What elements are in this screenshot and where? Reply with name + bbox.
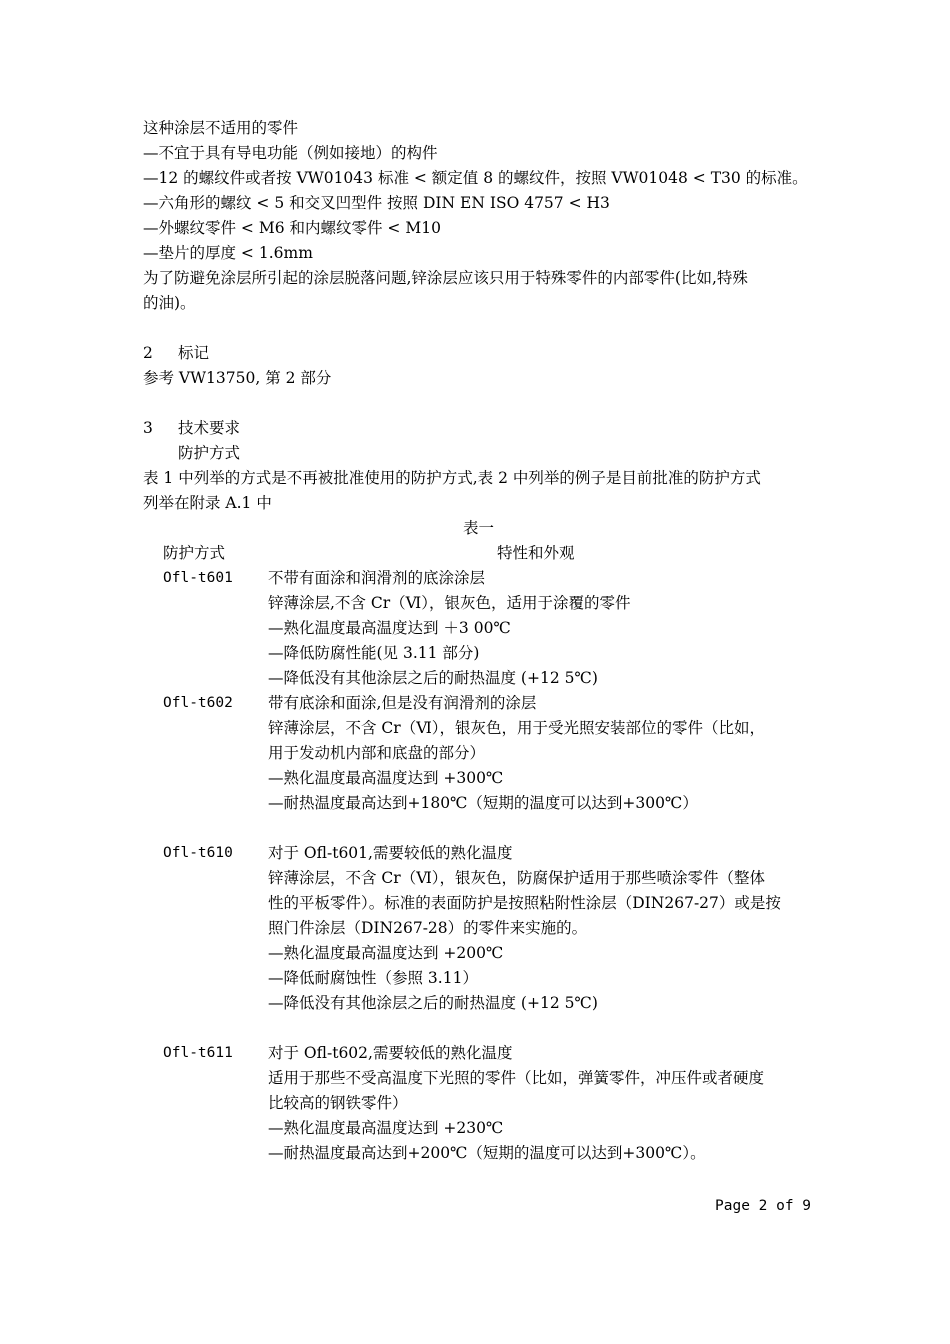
table-row-line: —耐热温度最高达到+180℃（短期的温度可以达到+300℃） (268, 794, 698, 812)
table-row-line: 比较高的钢铁零件） (268, 1094, 408, 1112)
table-header-properties: 特性和外观 (497, 544, 575, 562)
section-3-line: 表 1 中列举的方式是不再被批准使用的防护方式,表 2 中列举的例子是目前批准的防护方式 (143, 469, 761, 487)
table-row-line: 不带有面涂和润滑剂的底涂涂层 (268, 569, 486, 587)
section-2-number: 2 (143, 344, 153, 362)
intro-line: 的油)。 (143, 294, 196, 312)
section-3-line: 列举在附录 A.1 中 (143, 494, 272, 512)
table-row-line: 带有底涂和面涂,但是没有润滑剂的涂层 (268, 694, 537, 712)
table-row-line: 锌薄涂层,不含 Cr（Ⅵ），银灰色，适用于涂覆的零件 (268, 594, 631, 612)
section-3-number: 3 (143, 419, 153, 437)
table-row-line: —降低耐腐蚀性（参照 3.11） (268, 969, 478, 987)
table-row-code: Ofl-t601 (163, 570, 233, 586)
table-row-line: 性的平板零件）。标准的表面防护是按照粘附性涂层（DIN267-27）或是按 (268, 894, 781, 912)
page-number: Page 2 of 9 (715, 1198, 812, 1214)
intro-line: 为了防避免涂层所引起的涂层脱落问题,锌涂层应该只用于特殊零件的内部零件(比如,特殊 (143, 269, 748, 287)
table-row-line: —耐热温度最高达到+200℃（短期的温度可以达到+300℃）。 (268, 1144, 706, 1162)
table-row-line: 锌薄涂层，不含 Cr（Ⅵ），银灰色，防腐保护适用于那些喷涂零件（整体 (268, 869, 766, 887)
table-row-line: —降低防腐性能(见 3.11 部分) (268, 644, 480, 662)
table-row-line: 用于发动机内部和底盘的部分） (268, 744, 486, 762)
table-header-method: 防护方式 (163, 544, 226, 562)
intro-line: —外螺纹零件 < M6 和内螺纹零件 < M10 (143, 219, 441, 237)
table-row-code: Ofl-t610 (163, 845, 233, 861)
table-row-line: 照门件涂层（DIN267-28）的零件来实施的。 (268, 919, 588, 937)
section-3-subtitle: 防护方式 (178, 444, 241, 462)
table-row-line: 适用于那些不受高温度下光照的零件（比如，弹簧零件，冲压件或者硬度 (268, 1069, 765, 1087)
table-row-line: 对于 Ofl-t602,需要较低的熟化温度 (268, 1044, 513, 1062)
table-row-code: Ofl-t611 (163, 1045, 233, 1061)
section-3-title: 技术要求 (178, 419, 241, 437)
intro-line: —垫片的厚度 < 1.6mm (143, 244, 313, 262)
section-2-title: 标记 (178, 344, 210, 362)
intro-line: —六角形的螺纹 < 5 和交叉凹型件 按照 DIN EN ISO 4757 < H3 (143, 194, 610, 212)
table-row-line: —降低没有其他涂层之后的耐热温度 (+12 5℃) (268, 994, 598, 1012)
table-row-line: —熟化温度最高温度达到 +230℃ (268, 1119, 504, 1137)
intro-line: 这种涂层不适用的零件 (143, 119, 299, 137)
intro-line: —不宜于具有导电功能（例如接地）的构件 (143, 144, 438, 162)
table-row-line: —熟化温度最高温度达到 +200℃ (268, 944, 504, 962)
table-row-line: 锌薄涂层，不含 Cr（Ⅵ），银灰色，用于受光照安装部位的零件（比如， (268, 719, 766, 737)
section-2-text: 参考 VW13750, 第 2 部分 (143, 369, 332, 387)
table-row-line: —熟化温度最高温度达到 +300℃ (268, 769, 504, 787)
table-row-line: —降低没有其他涂层之后的耐热温度 (+12 5℃) (268, 669, 598, 687)
table-row-line: 对于 Ofl-t601,需要较低的熟化温度 (268, 844, 513, 862)
intro-line: —12 的螺纹件或者按 VW01043 标准 < 额定值 8 的螺纹件，按照 VW01048 < T30 的标准。 (143, 169, 808, 187)
table-row-line: —熟化温度最高温度达到 ＋3 00℃ (268, 619, 511, 637)
table-row-code: Ofl-t602 (163, 695, 233, 711)
table-title: 表一 (463, 519, 495, 537)
